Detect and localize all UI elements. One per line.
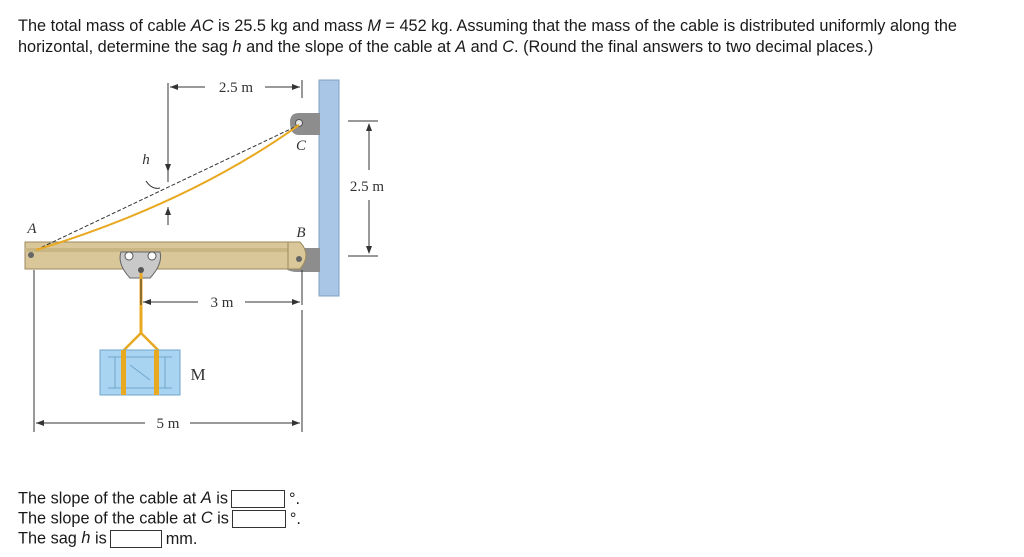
wall [319,80,339,296]
label-a: A [27,221,37,237]
slope-a-input[interactable] [231,490,285,508]
pin-a [28,252,34,258]
pin-b [296,256,302,262]
answer-row-sag-h: The sag h is mm. [18,529,198,548]
sag-h-input[interactable] [110,530,162,548]
problem-statement: The total mass of cable AC is 25.5 kg and mass M = 452 kg. Assuming that the mass of the cable is distributed uniformly along the horizontal, determine the sag h and the slope of the cable at A and C. (Round the final answers to two decimal places.) [18,17,957,56]
dim-mid-label: 3 m [210,295,234,311]
label-b: B [296,225,306,241]
bracket-c [290,113,320,135]
answer-area [18,488,301,548]
dim-top-label: 2.5 m [218,80,254,96]
dim-right-label: 2.5 m [349,179,385,195]
label-c: C [295,138,307,154]
label-h: h [142,152,150,168]
dim-bottom-label: 5 m [156,416,180,432]
label-m: M [190,365,206,384]
slope-c-input[interactable] [232,510,286,528]
answer-row-slope-c: The slope of the cable at C is °. [18,509,301,528]
answer-row-slope-a: The slope of the cable at A is °. [18,489,301,508]
